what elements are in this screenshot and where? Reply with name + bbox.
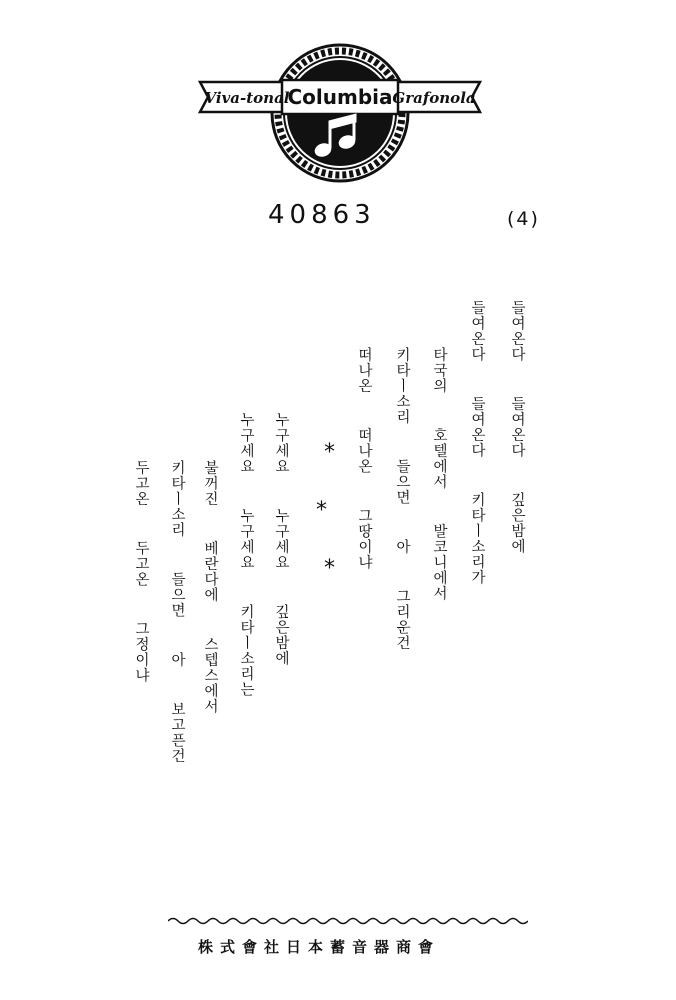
lyric-line: 타국의 호텔에서 발코니에서 bbox=[431, 347, 447, 601]
separator-star: * bbox=[324, 440, 335, 465]
logo-left-text: Viva-tonal bbox=[204, 89, 290, 107]
record-number: 40863 bbox=[268, 200, 376, 230]
separator-star: * bbox=[324, 556, 335, 581]
lyric-line: 들여온다 들여온다 키타ㅣ소리가 bbox=[469, 300, 485, 585]
lyric-line: 두고온 두고온 그정이냐 bbox=[133, 460, 149, 683]
logo-right-text: Grafonola bbox=[392, 89, 476, 107]
lyric-line: 들여온다 들여온다 깊은밤에 bbox=[509, 300, 525, 554]
lyric-line: 불꺼진 베란다에 스텝스에서 bbox=[202, 460, 218, 714]
lyric-line: 키타ㅣ소리 들으면 아 그리운건 bbox=[394, 347, 410, 651]
page-number: (4) bbox=[507, 208, 540, 230]
lyric-line: 누구세요 누구세요 키타ㅣ소리는 bbox=[238, 412, 254, 697]
columbia-logo bbox=[190, 38, 490, 188]
footer-wavy-rule bbox=[168, 916, 528, 926]
lyric-line: 누구세요 누구세요 깊은밤에 bbox=[273, 412, 289, 666]
publisher-name: 株式會社日本蓄音器商會 bbox=[198, 938, 441, 956]
logo-center-text: Columbia bbox=[287, 85, 393, 109]
separator-star: * bbox=[316, 498, 327, 523]
lyric-line: 키타ㅣ소리 들으면 아 보고픈건 bbox=[169, 460, 185, 764]
lyric-line: 떠나온 떠나온 그땅이냐 bbox=[356, 347, 372, 570]
